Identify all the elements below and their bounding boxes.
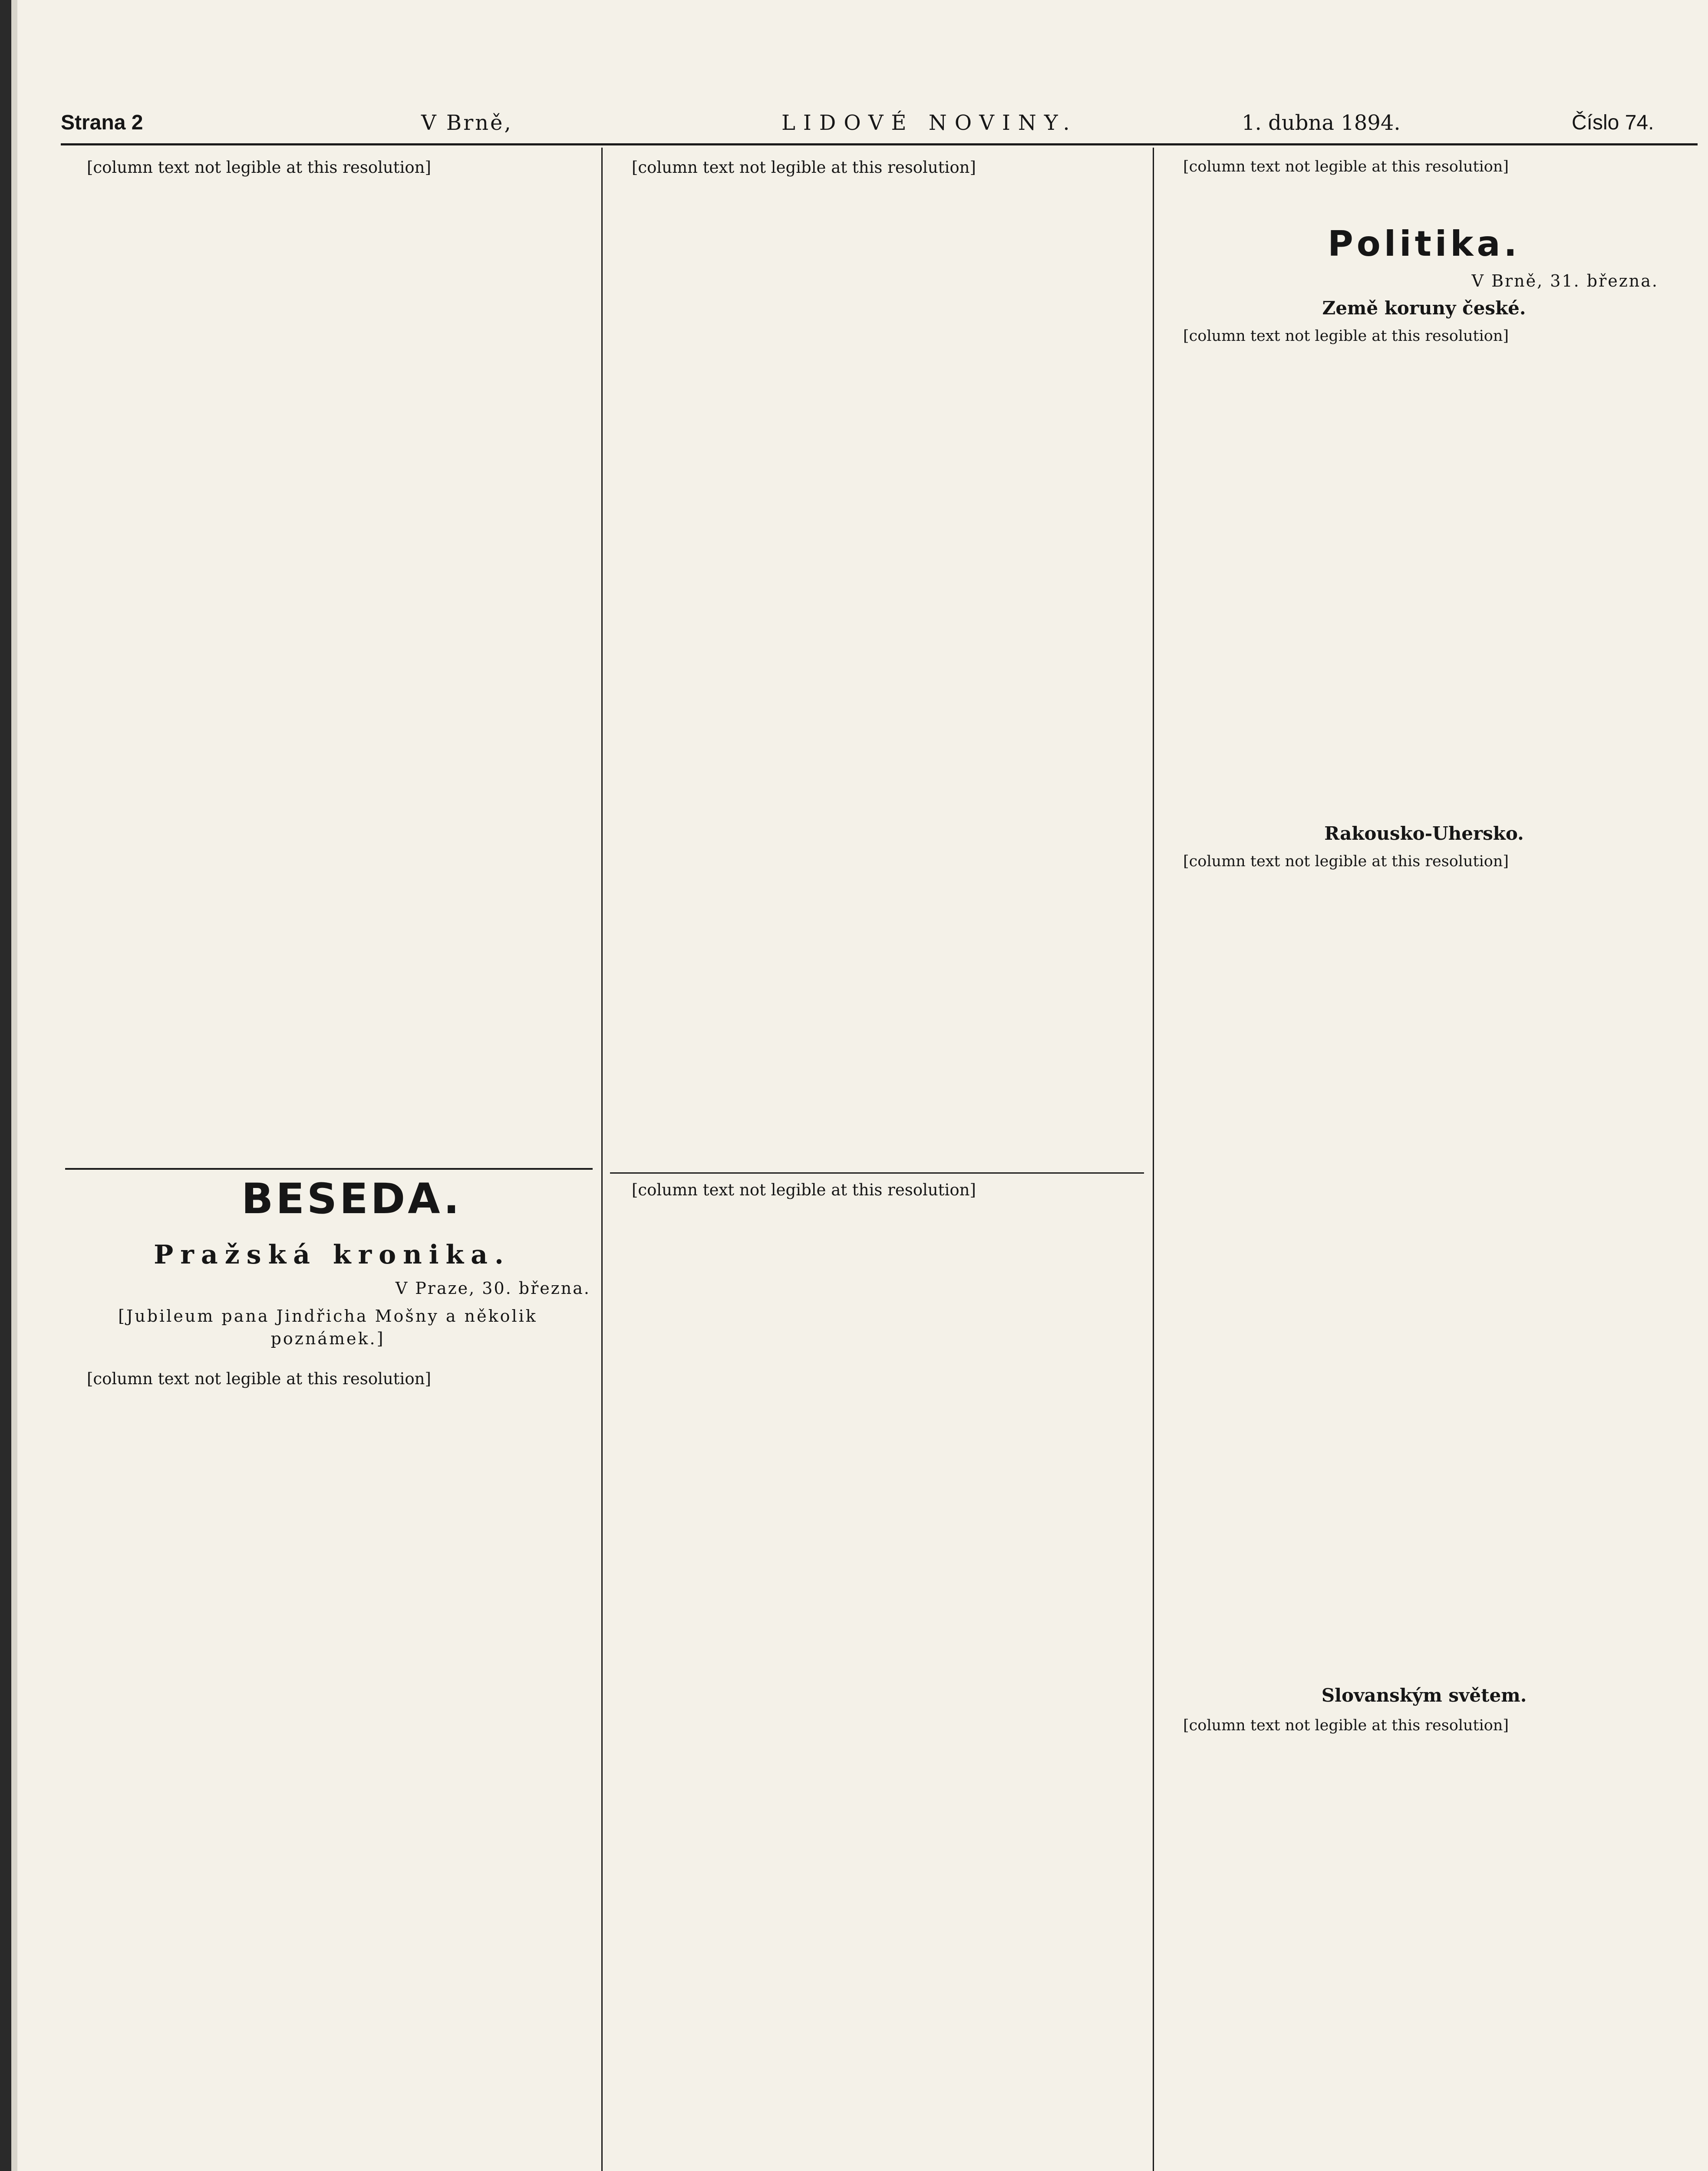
masthead-city: V Brně, [421,111,513,135]
scan-edge [0,0,11,2171]
column-divider [1153,148,1154,2171]
column-2-lower [610,1179,1144,1212]
column-text-placeholder: [column text not legible at this resolution] [632,158,976,177]
column-3-block-c [1161,1715,1698,1747]
column-1-lower [65,1368,593,1401]
column-3-block-a [1161,326,1698,358]
issue-date: 1. dubna 1894. [1242,111,1401,135]
column-3-intro [1161,156,1698,188]
subheading-slovanskym-svetem: Slovanským světem. [1321,1685,1527,1706]
scan-edge-margin [11,0,17,2171]
article-rule [610,1172,1144,1174]
dateline: V Brně, 31. března. [1471,271,1659,290]
dateline: V Praze, 30. března. [395,1279,590,1298]
subheading-zeme-koruny-ceske: Země koruny české. [1322,297,1526,319]
page-number: Strana 2 [61,111,143,134]
issue-number: Číslo 74. [1572,111,1654,134]
column-text-placeholder: [column text not legible at this resolution] [632,1181,976,1199]
newspaper-title: LIDOVÉ NOVINY. [781,111,1078,135]
section-title-beseda: BESEDA. [241,1175,462,1223]
column-text-placeholder: [column text not legible at this resolution] [1183,327,1509,345]
section-title-politika: Politika. [1328,224,1520,264]
column-text-placeholder: [column text not legible at this resolution] [87,1369,431,1388]
subheading-rakousko-uhersko: Rakousko-Uhersko. [1324,823,1524,844]
section-rule [65,1168,593,1170]
column-divider [601,148,603,2171]
column-1-upper [65,156,593,190]
section-subtitle-kronika: Pražská kronika. [154,1240,511,1270]
column-text-placeholder: [column text not legible at this resolution] [1183,158,1509,175]
article-subtitle: [Jubileum pana Jindřicha Mošny a několik poznámek.] [118,1307,537,1348]
column-text-placeholder: [column text not legible at this resolution] [87,158,431,177]
column-text-placeholder: [column text not legible at this resolution] [1183,1717,1509,1734]
masthead-rule [61,143,1698,145]
column-3-block-b [1161,851,1698,883]
column-2-upper [610,156,1144,190]
column-text-placeholder: [column text not legible at this resolution] [1183,853,1509,870]
